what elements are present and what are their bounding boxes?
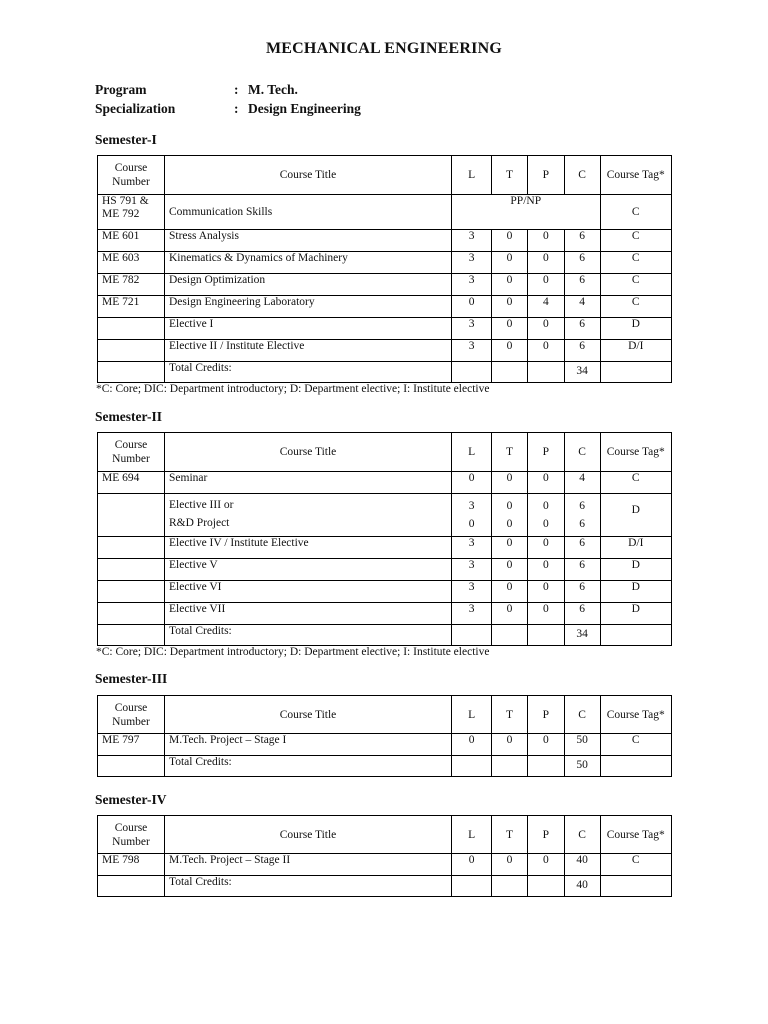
semester-2-table: [97, 432, 672, 646]
semester-3-table: [97, 695, 672, 777]
course-number: ME 694: [98, 472, 165, 494]
course-tag: C: [600, 734, 672, 756]
course-title: Elective I: [165, 318, 452, 340]
header-course-number: Course Number: [98, 696, 165, 734]
tutorial-hours: 0: [492, 559, 528, 581]
credits: 6: [564, 537, 600, 559]
course-title: Elective IV / Institute Elective: [165, 537, 452, 559]
header-p: P: [527, 816, 564, 854]
header-course-title: Course Title: [165, 156, 452, 195]
credits: 6: [564, 252, 600, 274]
lecture-hours: 3: [452, 537, 492, 559]
table-row: [98, 318, 672, 340]
practical-hours: 4: [527, 296, 564, 318]
table-row: [98, 472, 672, 494]
course-title: M.Tech. Project – Stage I: [165, 734, 452, 756]
practical-hours: 0: [527, 581, 564, 603]
practical-hours-value: 0: [542, 500, 549, 512]
grading-cell: PP/NP: [452, 195, 601, 230]
total-row: [98, 362, 672, 383]
specialization-separator: :: [234, 101, 239, 116]
course-number: HS 791 & ME 792: [98, 195, 165, 230]
course-tag: D: [600, 559, 672, 581]
table-row: [98, 230, 672, 252]
table-header-row: [98, 696, 672, 734]
course-number: ME 603: [98, 252, 165, 274]
total-row: [98, 876, 672, 897]
lecture-hours: 3: [452, 603, 492, 625]
header-c: C: [564, 156, 600, 195]
table-row: [98, 854, 672, 876]
course-title: Communication Skills: [165, 195, 452, 230]
course-tag: D: [600, 318, 672, 340]
header-course-title: Course Title: [165, 816, 452, 854]
header-course-title: Course Title: [165, 433, 452, 472]
total-credits-value: 50: [564, 756, 600, 777]
header-course-tag: Course Tag*: [600, 433, 672, 472]
credits: 50: [564, 734, 600, 756]
total-row: [98, 756, 672, 777]
tutorial-hours: 0: [492, 274, 528, 296]
lecture-hours: 0: [452, 854, 492, 876]
credits: 6: [564, 230, 600, 252]
course-number: [98, 559, 165, 581]
course-title-line: Elective III or: [169, 499, 234, 511]
course-title: Elective VII: [165, 603, 452, 625]
practical-hours: 0: [527, 854, 564, 876]
lecture-hours-value: 3: [468, 500, 475, 512]
practical-hours: 0: [527, 603, 564, 625]
header-l: L: [452, 433, 492, 472]
tutorial-hours: 0: [492, 537, 528, 559]
course-number: [98, 603, 165, 625]
program-value: M. Tech.: [248, 82, 298, 97]
header-c: C: [564, 696, 600, 734]
semester-4-table: [97, 815, 672, 897]
course-number: [98, 537, 165, 559]
header-t: T: [492, 696, 528, 734]
lecture-hours: 0: [452, 296, 492, 318]
header-p: P: [527, 156, 564, 195]
lecture-hours-value: 0: [468, 518, 475, 530]
course-number: ME 601: [98, 230, 165, 252]
tutorial-hours: 0: [492, 296, 528, 318]
course-number: ME 782: [98, 274, 165, 296]
table-row: [98, 274, 672, 296]
credits: 6: [564, 603, 600, 625]
tutorial-hours: 0: [492, 472, 528, 494]
course-number: ME 721: [98, 296, 165, 318]
lecture-hours: 0: [452, 472, 492, 494]
course-title: Stress Analysis: [165, 230, 452, 252]
total-credits-label: Total Credits:: [165, 625, 452, 646]
table-row: [98, 252, 672, 274]
header-course-tag: Course Tag*: [600, 156, 672, 195]
header-l: L: [452, 156, 492, 195]
tutorial-hours: 0: [492, 340, 528, 362]
header-course-number: Course Number: [98, 433, 165, 472]
credits: 4: [564, 472, 600, 494]
tutorial-hours: [492, 494, 528, 537]
practical-hours: 0: [527, 537, 564, 559]
header-t: T: [492, 156, 528, 195]
course-tag: D/I: [600, 537, 672, 559]
tutorial-hours: 0: [492, 603, 528, 625]
credits: 40: [564, 854, 600, 876]
practical-hours: 0: [527, 559, 564, 581]
practical-hours: 0: [527, 340, 564, 362]
credits: 6: [564, 581, 600, 603]
course-tag: C: [600, 274, 672, 296]
practical-hours: 0: [527, 472, 564, 494]
header-course-number: Course Number: [98, 156, 165, 195]
course-tag: C: [600, 854, 672, 876]
total-credits-value: 40: [564, 876, 600, 897]
credits: 6: [564, 559, 600, 581]
course-number: ME 798: [98, 854, 165, 876]
practical-hours: 0: [527, 734, 564, 756]
semester-3-heading: Semester-III: [95, 671, 168, 686]
course-number: [98, 340, 165, 362]
total-row: [98, 625, 672, 646]
lecture-hours: 3: [452, 581, 492, 603]
course-title-line: R&D Project: [169, 517, 230, 529]
tutorial-hours: 0: [492, 581, 528, 603]
total-credits-label: Total Credits:: [165, 876, 452, 897]
header-c: C: [564, 816, 600, 854]
course-title: Design Engineering Laboratory: [165, 296, 452, 318]
credits: 6: [564, 340, 600, 362]
table-row: [98, 559, 672, 581]
header-course-number: Course Number: [98, 816, 165, 854]
practical-hours: 0: [527, 230, 564, 252]
credits: [564, 494, 600, 537]
header-l: L: [452, 816, 492, 854]
header-t: T: [492, 433, 528, 472]
course-tag: C: [600, 472, 672, 494]
header-p: P: [527, 433, 564, 472]
semester-1-table: [97, 155, 672, 383]
course-tag: C: [600, 195, 672, 230]
table-row: [98, 581, 672, 603]
practical-hours: [527, 494, 564, 537]
credits: 4: [564, 296, 600, 318]
course-title: Kinematics & Dynamics of Machinery: [165, 252, 452, 274]
table-row: [98, 537, 672, 559]
tutorial-hours: 0: [492, 318, 528, 340]
header-p: P: [527, 696, 564, 734]
table-header-row: [98, 156, 672, 195]
table-header-row: [98, 816, 672, 854]
specialization-value: Design Engineering: [248, 101, 361, 116]
header-course-tag: Course Tag*: [600, 696, 672, 734]
tutorial-hours-value: 0: [506, 500, 513, 512]
credits-value: 6: [579, 518, 585, 530]
lecture-hours: 0: [452, 734, 492, 756]
program-separator: :: [234, 82, 239, 97]
lecture-hours: 3: [452, 559, 492, 581]
course-tag: C: [600, 230, 672, 252]
table-row: [98, 494, 672, 537]
course-number: [98, 581, 165, 603]
header-c: C: [564, 433, 600, 472]
credits: 6: [564, 318, 600, 340]
semester-1-heading: Semester-I: [95, 132, 157, 147]
footnote: *C: Core; DIC: Department introductory; D: Department elective; I: Institute elective: [96, 383, 490, 395]
total-credits-value: 34: [564, 362, 600, 383]
practical-hours-value: 0: [542, 518, 549, 530]
table-row: [98, 195, 672, 230]
course-tag: D: [600, 603, 672, 625]
header-l: L: [452, 696, 492, 734]
total-credits-label: Total Credits:: [165, 756, 452, 777]
table-row: [98, 340, 672, 362]
tutorial-hours-value: 0: [506, 518, 513, 530]
course-tag: D/I: [600, 340, 672, 362]
practical-hours: 0: [527, 252, 564, 274]
tutorial-hours: 0: [492, 854, 528, 876]
course-title: Elective V: [165, 559, 452, 581]
credits: 6: [564, 274, 600, 296]
course-tag: D: [600, 581, 672, 603]
tutorial-hours: 0: [492, 230, 528, 252]
lecture-hours: 3: [452, 274, 492, 296]
specialization-label: Specialization: [95, 101, 176, 116]
semester-2-heading: Semester-II: [95, 409, 162, 424]
page-title: MECHANICAL ENGINEERING: [266, 40, 502, 57]
lecture-hours: 3: [452, 252, 492, 274]
practical-hours: 0: [527, 274, 564, 296]
course-tag: D: [600, 494, 672, 537]
total-credits-value: 34: [564, 625, 600, 646]
lecture-hours: 3: [452, 318, 492, 340]
course-title: M.Tech. Project – Stage II: [165, 854, 452, 876]
course-title: Elective II / Institute Elective: [165, 340, 452, 362]
header-course-title: Course Title: [165, 696, 452, 734]
course-number: ME 797: [98, 734, 165, 756]
header-t: T: [492, 816, 528, 854]
credits-value: 6: [579, 500, 585, 512]
course-number: [98, 494, 165, 537]
course-title: Seminar: [165, 472, 452, 494]
practical-hours: 0: [527, 318, 564, 340]
table-row: [98, 734, 672, 756]
footnote: *C: Core; DIC: Department introductory; D: Department elective; I: Institute elective: [96, 646, 490, 658]
tutorial-hours: 0: [492, 252, 528, 274]
lecture-hours: [452, 494, 492, 537]
course-tag: C: [600, 252, 672, 274]
lecture-hours: 3: [452, 230, 492, 252]
course-title: [165, 494, 452, 537]
table-row: [98, 603, 672, 625]
lecture-hours: 3: [452, 340, 492, 362]
course-number: [98, 318, 165, 340]
table-row: [98, 296, 672, 318]
program-label: Program: [95, 82, 147, 97]
table-header-row: [98, 433, 672, 472]
course-title: Elective VI: [165, 581, 452, 603]
header-course-tag: Course Tag*: [600, 816, 672, 854]
total-credits-label: Total Credits:: [165, 362, 452, 383]
course-tag: C: [600, 296, 672, 318]
course-title: Design Optimization: [165, 274, 452, 296]
semester-4-heading: Semester-IV: [95, 792, 167, 807]
tutorial-hours: 0: [492, 734, 528, 756]
